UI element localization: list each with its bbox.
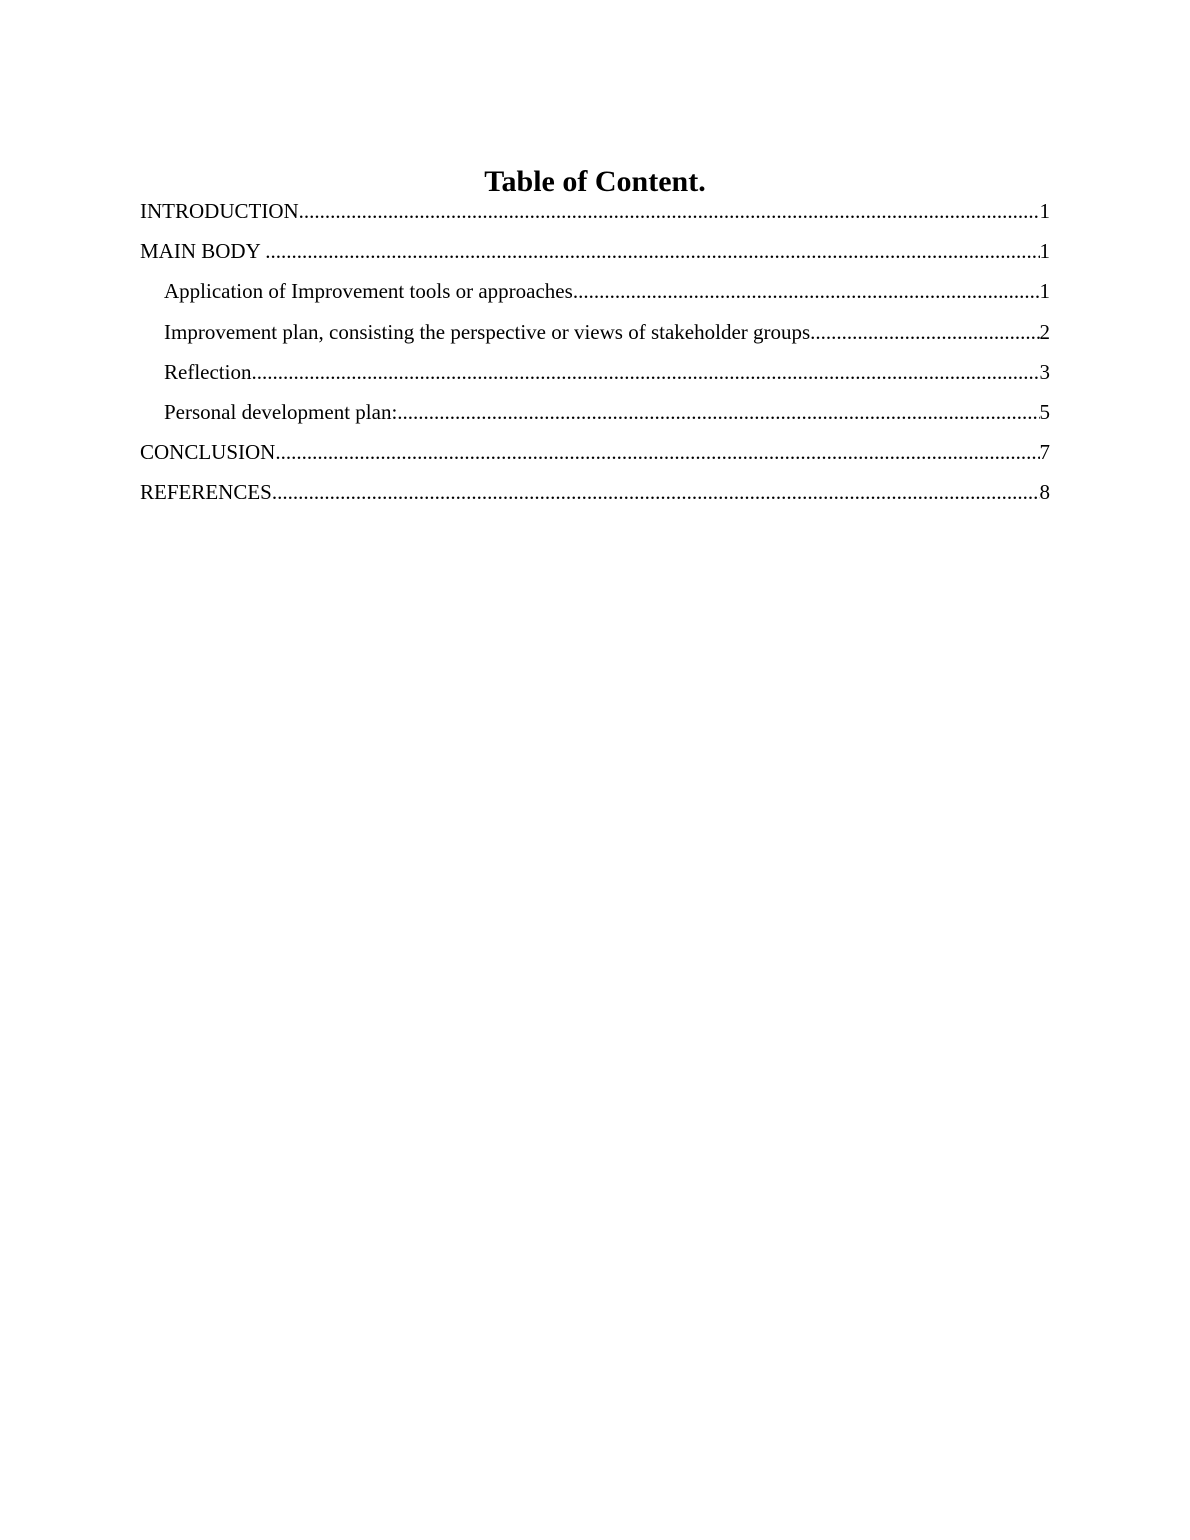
toc-entry-personal-development-plan[interactable] — [140, 399, 1050, 425]
toc-entry-label: REFERENCES — [140, 480, 272, 505]
toc-entry-references[interactable] — [140, 479, 1050, 505]
toc-page-number: 1 — [1039, 199, 1050, 223]
toc-entry-reflection[interactable] — [140, 359, 1050, 385]
toc-page-number: 2 — [1039, 319, 1050, 344]
toc-entry-label: INTRODUCTION — [140, 199, 299, 223]
toc-page-number: 7 — [1039, 440, 1050, 465]
toc-dot-leader — [251, 359, 1039, 385]
toc-list — [140, 198, 1050, 505]
toc-dot-leader — [397, 399, 1039, 425]
toc-entry-conclusion[interactable] — [140, 439, 1050, 465]
toc-entry-label: Application of Improvement tools or approaches — [164, 279, 573, 304]
toc-entry-label: Improvement plan, consisting the perspective or views of stakeholder groups — [164, 319, 811, 344]
table-of-contents — [140, 164, 1050, 520]
toc-dot-leader — [265, 238, 1039, 264]
toc-dot-leader — [810, 319, 1039, 345]
toc-entry-label: Reflection — [164, 359, 252, 384]
toc-page-number: 1 — [1039, 279, 1050, 304]
toc-dot-leader — [272, 479, 1040, 505]
toc-entry-label: MAIN BODY — [140, 239, 266, 264]
toc-title: Table of Content. — [484, 165, 706, 198]
toc-entry-improvement-tools[interactable] — [140, 278, 1050, 304]
toc-entry-introduction[interactable] — [140, 198, 1050, 224]
toc-entry-main-body[interactable] — [140, 238, 1050, 264]
toc-dot-leader — [573, 278, 1040, 304]
toc-entry-label: CONCLUSION — [140, 440, 276, 465]
toc-page-number: 5 — [1039, 399, 1050, 424]
toc-entry-improvement-plan[interactable] — [140, 319, 1050, 345]
toc-dot-leader — [275, 439, 1039, 465]
toc-dot-leader — [299, 198, 1040, 224]
toc-page-number: 8 — [1039, 480, 1050, 505]
toc-entry-label: Personal development plan: — [164, 399, 398, 424]
toc-page-number: 3 — [1039, 359, 1050, 384]
toc-page-number: 1 — [1039, 239, 1050, 264]
